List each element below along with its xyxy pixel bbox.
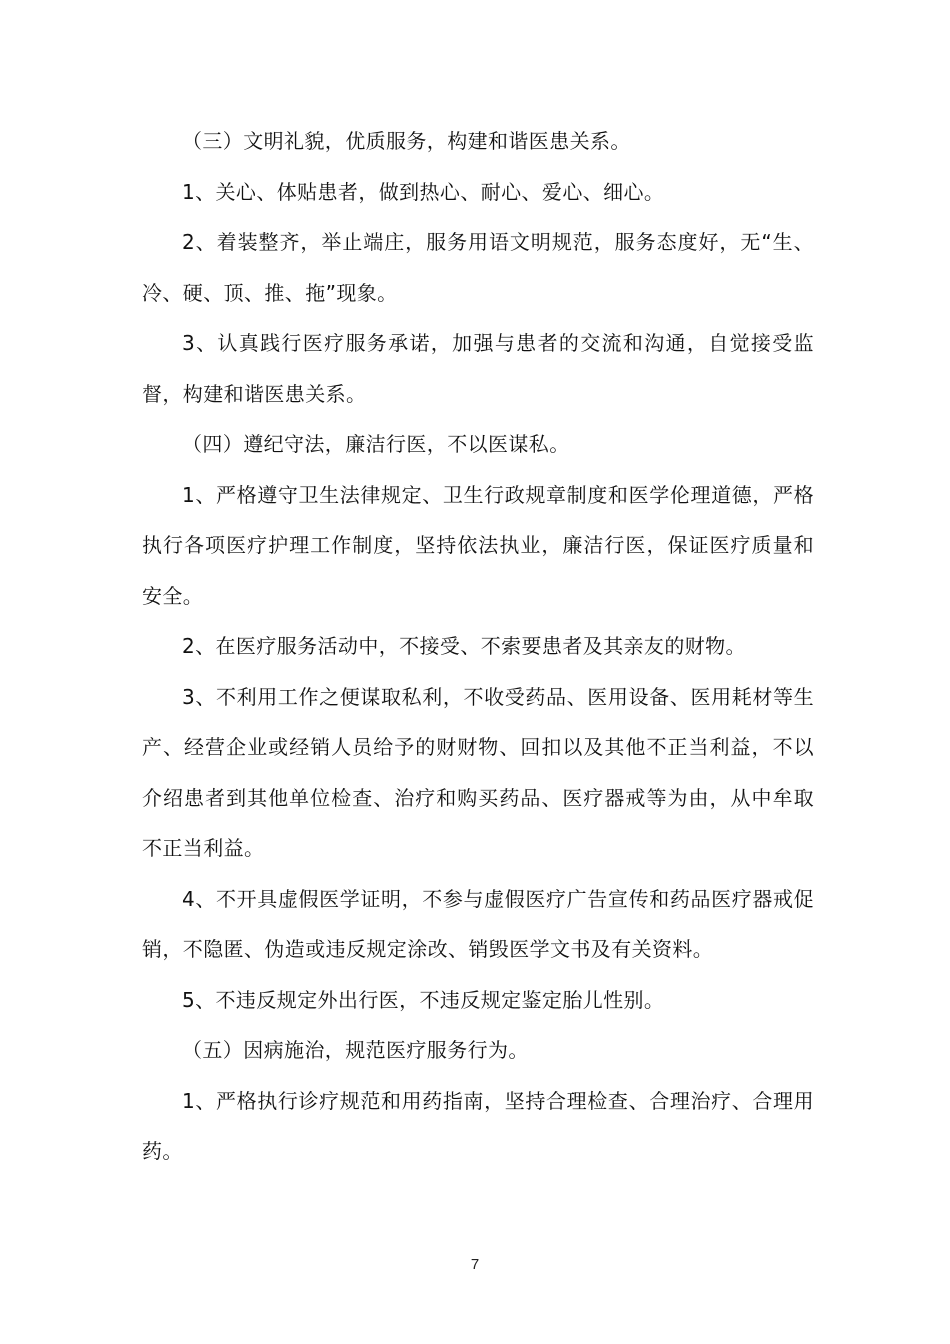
section-heading-4: （四）遵纪守法，廉洁行医，不以医谋私。 [182,432,570,456]
document-body [142,116,814,1177]
paragraph: 4、不开具虚假医学证明，不参与虚假医疗广告宣传和药品医疗器戒促销，不隐匿、伪造或违反规定涂改、销毁医学文书及有关资料。 [142,886,814,961]
paragraph: 3、认真践行医疗服务承诺，加强与患者的交流和沟通，自觉接受监督，构建和谐医患关系。 [142,331,814,406]
paragraph: 2、在医疗服务活动中，不接受、不索要患者及其亲友的财物。 [182,634,746,658]
page-number: 7 [470,1256,480,1273]
section-heading-3: （三）文明礼貌，优质服务，构建和谐医患关系。 [182,129,631,153]
paragraph: 3、不利用工作之便谋取私利，不收受药品、医用设备、医用耗材等生产、经营企业或经销人员给予的财财物、回扣以及其他不正当利益，不以介绍患者到其他单位检查、治疗和购买药品、医疗器戒等为由，从中牟取不正当利益。 [142,684,814,860]
paragraph: 2、着装整齐，举止端庄，服务用语文明规范，服务态度好，无“生、冷、硬、顶、推、拖”现象。 [142,230,814,305]
paragraph: 1、严格执行诊疗规范和用药指南，坚持合理检查、合理治疗、合理用药。 [142,1088,814,1163]
section-heading-5: （五）因病施治，规范医疗服务行为。 [182,1038,529,1062]
paragraph: 5、不违反规定外出行医，不违反规定鉴定胎儿性别。 [182,987,665,1012]
paragraph: 1、严格遵守卫生法律规定、卫生行政规章制度和医学伦理道德，严格执行各项医疗护理工作制度，坚持依法执业，廉洁行医，保证医疗质量和安全。 [142,482,814,608]
paragraph: 1、关心、体贴患者，做到热心、耐心、爱心、细心。 [182,179,665,204]
